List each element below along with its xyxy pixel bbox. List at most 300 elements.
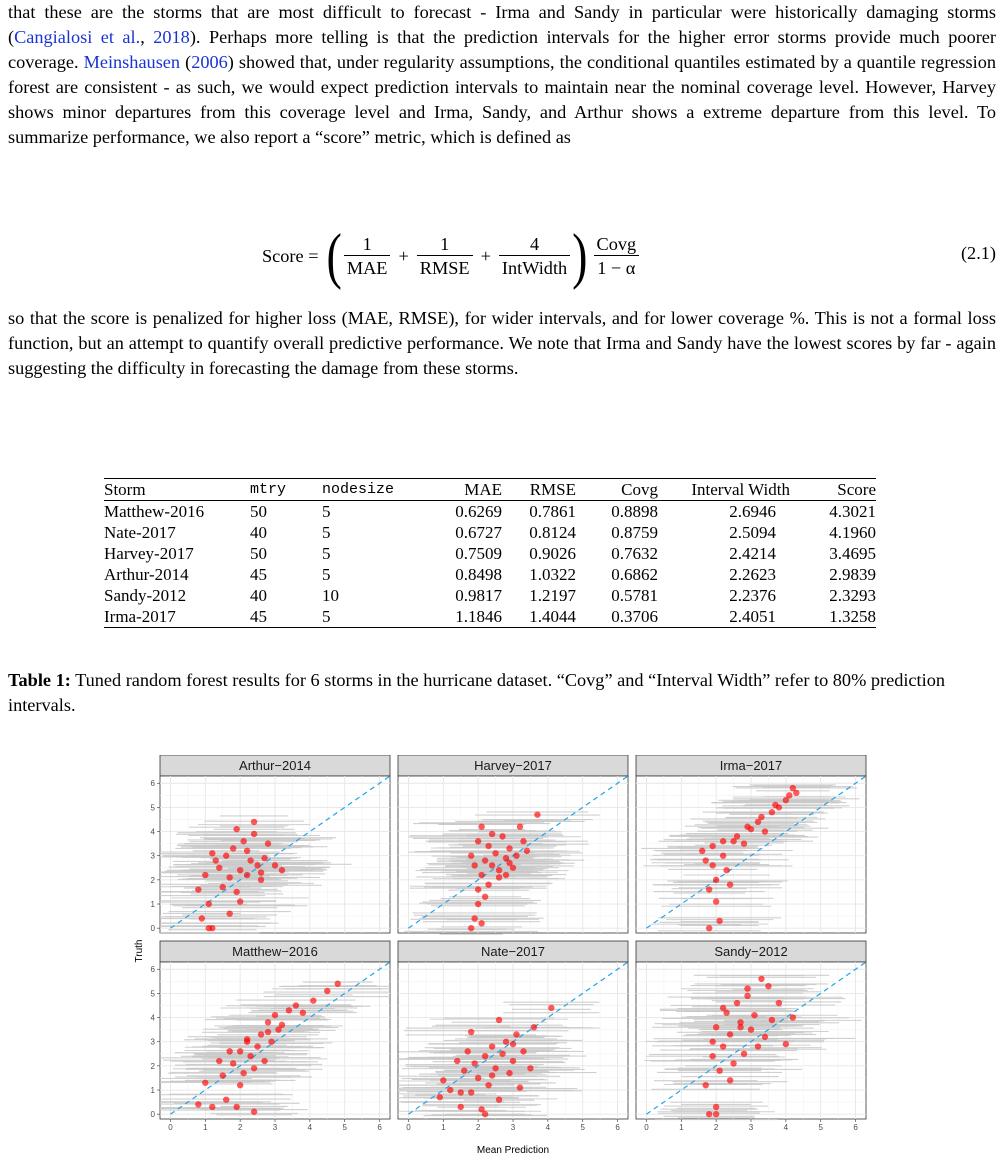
table-cell: 4.1960 [829, 523, 876, 542]
data-point [478, 824, 484, 830]
x-tick-label: 3 [272, 1123, 278, 1132]
y-tick-label: 2 [150, 1061, 155, 1071]
data-point [513, 1031, 519, 1037]
results-table [104, 478, 876, 628]
data-point [702, 857, 708, 863]
data-point [475, 838, 481, 844]
data-point [748, 1026, 754, 1032]
data-point [251, 1065, 257, 1071]
facet-panel [398, 755, 628, 934]
data-point [458, 1104, 464, 1110]
data-point [482, 1053, 488, 1059]
fraction-rmse [417, 233, 473, 280]
data-point [471, 1060, 477, 1066]
data-point [720, 1043, 726, 1049]
data-point [335, 981, 341, 987]
table-cell: 0.7632 [611, 544, 658, 563]
y-tick-label: 1 [150, 900, 155, 910]
data-point [237, 1048, 243, 1054]
data-point [244, 872, 250, 878]
column-header: mtry [250, 479, 322, 501]
x-tick-label: 5 [818, 1123, 823, 1132]
x-tick-label: 2 [237, 1123, 243, 1132]
data-point [240, 838, 246, 844]
data-point [233, 889, 239, 895]
data-point [506, 845, 512, 851]
x-tick-label: 6 [615, 1123, 620, 1132]
y-tick-label: 4 [150, 1013, 155, 1023]
equation-lhs: Score = [262, 245, 319, 266]
data-point [254, 862, 260, 868]
table-cell: 2.2376 [729, 586, 776, 605]
table-cell: 40 [250, 523, 267, 542]
table-cell: 2.6946 [729, 502, 776, 521]
x-tick-label: 5 [580, 1123, 585, 1132]
citation-link[interactable]: 2006 [191, 52, 228, 72]
data-point [454, 1058, 460, 1064]
x-tick-label: 0 [406, 1123, 411, 1132]
facet-title: Arthur−2014 [239, 758, 311, 773]
data-point [237, 898, 243, 904]
data-point [720, 838, 726, 844]
table-cell: 4.3021 [829, 502, 876, 521]
table-caption [8, 668, 996, 718]
data-point [268, 1039, 274, 1045]
data-point [762, 828, 768, 834]
data-point [699, 848, 705, 854]
table-header-row [104, 479, 876, 501]
data-point [244, 848, 250, 854]
data-point [310, 997, 316, 1003]
data-point [261, 855, 267, 861]
table-cell: Nate-2017 [104, 523, 176, 542]
table-cell: 0.6269 [455, 502, 502, 521]
data-point [272, 862, 278, 868]
table-cell: 50 [250, 502, 267, 521]
table-cell: Arthur-2014 [104, 565, 189, 584]
data-point [734, 1000, 740, 1006]
data-point [751, 1012, 757, 1018]
table-cell: 3.4695 [829, 544, 876, 563]
data-point [709, 862, 715, 868]
table-cell: 2.4214 [729, 544, 776, 563]
data-point [758, 814, 764, 820]
data-point [496, 874, 502, 880]
data-point [265, 1029, 271, 1035]
column-header: Interval Width [658, 479, 790, 501]
y-tick-label: 3 [150, 1037, 155, 1047]
x-tick-label: 1 [441, 1123, 446, 1132]
table-row [104, 522, 876, 543]
table-cell: Sandy-2012 [104, 586, 187, 605]
data-point [716, 1067, 722, 1073]
data-point [520, 1048, 526, 1054]
data-point [244, 1039, 250, 1045]
data-point [272, 1012, 278, 1018]
numerator: 1 [362, 233, 372, 254]
column-header: Covg [576, 479, 658, 501]
data-point [506, 860, 512, 866]
x-tick-label: 3 [748, 1123, 754, 1132]
fraction-mae [344, 233, 391, 280]
data-point [492, 1065, 498, 1071]
data-point [468, 1029, 474, 1035]
right-paren: ) [572, 220, 588, 290]
table-cell: 0.6862 [611, 565, 658, 584]
x-tick-label: 0 [168, 1123, 173, 1132]
facet-title: Harvey−2017 [474, 758, 552, 773]
data-point [744, 824, 750, 830]
equation-number: (2.1) [960, 243, 996, 263]
data-point [723, 867, 729, 873]
table-row [104, 606, 876, 628]
data-point [744, 985, 750, 991]
data-point [730, 838, 736, 844]
data-point [496, 1096, 502, 1102]
data-point [727, 1077, 733, 1083]
data-point [492, 850, 498, 856]
paragraph-text: ( [180, 52, 192, 72]
y-axis-title: Truth [134, 939, 145, 963]
facet-title: Matthew−2016 [232, 944, 318, 959]
data-point [531, 1024, 537, 1030]
data-point [713, 1024, 719, 1030]
data-point [286, 1007, 292, 1013]
data-point [475, 901, 481, 907]
data-point [254, 1043, 260, 1049]
data-point [744, 993, 750, 999]
data-point [520, 838, 526, 844]
denominator: MAE [344, 255, 391, 280]
table-cell: 45 [250, 606, 322, 628]
x-tick-label: 1 [679, 1123, 684, 1132]
data-point [247, 1053, 253, 1059]
numerator: 4 [529, 233, 540, 254]
table-cell: 1.3258 [790, 606, 876, 628]
data-point [489, 862, 495, 868]
data-point [713, 898, 719, 904]
data-point [713, 1111, 719, 1117]
data-point [199, 915, 205, 921]
caption-label: Table 1: [8, 670, 71, 690]
data-point [195, 886, 201, 892]
table-cell: 1.1846 [432, 606, 502, 628]
data-point [503, 872, 509, 878]
table-cell: 1.4044 [502, 606, 576, 628]
facet-panel [151, 755, 390, 933]
data-point [496, 1017, 502, 1023]
y-tick-label: 6 [150, 779, 155, 789]
numerator: 1 [440, 233, 450, 254]
column-header: Storm [104, 479, 250, 501]
data-point [279, 867, 285, 873]
data-point [261, 1058, 267, 1064]
column-header: MAE [432, 479, 502, 501]
data-point [324, 988, 330, 994]
left-paren: ( [326, 220, 342, 290]
data-point [485, 1082, 491, 1088]
table-cell: Matthew-2016 [104, 502, 205, 521]
data-point [461, 1067, 467, 1073]
table-cell: 1.2197 [529, 586, 576, 605]
plus-sign: + [480, 245, 491, 266]
table-row [104, 585, 876, 606]
data-point [534, 811, 540, 817]
data-point [741, 1051, 747, 1057]
numerator: Covg [596, 233, 637, 254]
x-tick-label: 3 [510, 1123, 516, 1132]
data-point [790, 1014, 796, 1020]
data-point [510, 1041, 516, 1047]
data-point [251, 819, 257, 825]
data-point [499, 1051, 505, 1057]
data-point [213, 857, 219, 863]
data-point [468, 853, 474, 859]
data-point [506, 1070, 512, 1076]
data-point [223, 1096, 229, 1102]
table-cell: 0.8898 [611, 502, 658, 521]
x-tick-label: 4 [545, 1123, 551, 1132]
data-point [713, 1104, 719, 1110]
data-point [202, 1080, 208, 1086]
data-point [226, 874, 232, 880]
score-equation [0, 220, 1004, 294]
data-point [783, 1041, 789, 1047]
data-point [713, 877, 719, 883]
paragraph-intro [8, 0, 996, 150]
data-point [772, 802, 778, 808]
scatter-figure [130, 755, 870, 1155]
data-point [489, 831, 495, 837]
denominator: IntWidth [499, 255, 570, 280]
table-cell: 2.4051 [658, 606, 790, 628]
facet-panel [151, 941, 390, 1132]
data-point [237, 867, 243, 873]
table-cell: 0.9817 [455, 586, 502, 605]
data-point [223, 853, 229, 859]
data-point [769, 809, 775, 815]
data-point [437, 1094, 443, 1100]
data-point [709, 1039, 715, 1045]
table-cell: 2.9839 [829, 565, 876, 584]
data-point [727, 881, 733, 887]
x-tick-label: 6 [853, 1123, 858, 1132]
y-tick-label: 4 [150, 827, 155, 837]
facet-title: Sandy−2012 [714, 944, 788, 959]
data-point [440, 1077, 446, 1083]
data-point [720, 1005, 726, 1011]
data-point [720, 853, 726, 859]
data-point [482, 857, 488, 863]
data-point [258, 877, 264, 883]
denominator: 1 − α [594, 255, 640, 280]
table-cell: 0.7509 [455, 544, 502, 563]
data-point [233, 826, 239, 832]
data-point [503, 1039, 509, 1045]
table-cell: 0.5781 [611, 586, 658, 605]
table-cell: 50 [250, 544, 267, 563]
data-point [195, 1101, 201, 1107]
data-point [527, 1065, 533, 1071]
paragraph-text: ) showed that, under regularity assumptions, the conditional quantiles estimated by a quantile regression forest are consistent - as such, we would expect prediction intervals to maintain near the nominal coverage level. However, Harvey shows minor departures from this coverage level and Irma, Sandy, and Arthur shows a extreme departure from this level. To summarize performance, we also report a “score” metric, which is defined as [8, 52, 997, 147]
table-cell: 0.8498 [455, 565, 502, 584]
y-tick-label: 6 [150, 965, 155, 975]
data-point [709, 1053, 715, 1059]
data-point [475, 886, 481, 892]
data-point [489, 1043, 495, 1049]
x-tick-label: 0 [644, 1123, 649, 1132]
data-point [468, 1089, 474, 1095]
citation-link[interactable]: Cangialosi et al. [14, 27, 141, 47]
table-cell: 0.7861 [529, 502, 576, 521]
x-tick-label: 5 [342, 1123, 347, 1132]
data-point [478, 872, 484, 878]
table-cell: 0.3706 [576, 606, 658, 628]
x-tick-label: 4 [783, 1123, 789, 1132]
data-point [475, 1075, 481, 1081]
x-tick-label: 1 [203, 1123, 208, 1132]
y-tick-label: 2 [150, 875, 155, 885]
data-point [209, 850, 215, 856]
data-point [489, 1072, 495, 1078]
table-cell: 10 [322, 586, 339, 605]
data-point [706, 886, 712, 892]
x-tick-label: 4 [307, 1123, 313, 1132]
column-header: RMSE [502, 479, 576, 501]
paragraph-text: , [140, 27, 154, 47]
data-point [471, 862, 477, 868]
table-cell: 40 [250, 586, 267, 605]
column-header: nodesize [322, 479, 432, 501]
data-point [230, 845, 236, 851]
data-point [524, 848, 530, 854]
table-cell: Irma-2017 [104, 606, 250, 628]
data-point [206, 901, 212, 907]
data-point [293, 1002, 299, 1008]
data-point [458, 1089, 464, 1095]
data-point [706, 1111, 712, 1117]
data-point [471, 915, 477, 921]
data-point [776, 1000, 782, 1006]
data-point [517, 1084, 523, 1090]
data-point [513, 853, 519, 859]
table-cell: 1.0322 [529, 565, 576, 584]
data-point [265, 840, 271, 846]
x-axis-title: Mean Prediction [476, 1145, 550, 1155]
paragraph-text: ). Perhaps more telling is that the prediction intervals for the higher error storms provide much poorer coverage. [8, 27, 996, 72]
data-point [478, 920, 484, 926]
facet-panel [636, 941, 866, 1132]
data-point [464, 1048, 470, 1054]
data-point [482, 894, 488, 900]
data-point [240, 1070, 246, 1076]
column-header: Score [790, 479, 876, 501]
paragraph-score: so that the score is penalized for higher loss (MAE, RMSE), for wider intervals, and for lower coverage %. This is not a formal loss function, but an attempt to quantify overall predictive performance. We note that Irma and Sandy have the lowest scores by far - again suggesting the difficulty in forecasting the damage from these storms. [8, 308, 996, 378]
data-point [247, 857, 253, 863]
data-point [730, 1060, 736, 1066]
data-point [755, 1043, 761, 1049]
table-cell: 0.8124 [529, 523, 576, 542]
data-point [727, 1031, 733, 1037]
data-point [233, 1104, 239, 1110]
data-point [300, 1010, 306, 1016]
table-cell: 5 [322, 502, 331, 521]
table-cell: 2.3293 [829, 586, 876, 605]
data-point [786, 792, 792, 798]
data-point [793, 790, 799, 796]
table-cell: 2.5094 [729, 523, 776, 542]
data-point [220, 1072, 226, 1078]
data-point [517, 824, 523, 830]
plus-sign: + [398, 245, 409, 266]
fraction-intwidth [499, 233, 570, 280]
data-point [265, 1019, 271, 1025]
data-point [510, 1058, 516, 1064]
data-point [216, 865, 222, 871]
y-tick-label: 0 [150, 924, 155, 934]
y-tick-label: 3 [150, 851, 155, 861]
data-point [769, 1017, 775, 1023]
denominator: RMSE [417, 255, 473, 280]
table-cell: 5 [322, 565, 331, 584]
citation-link[interactable]: 2018 [153, 27, 190, 47]
data-point [741, 840, 747, 846]
citation-link[interactable]: Meinshausen [83, 52, 181, 72]
x-tick-label: 2 [475, 1123, 481, 1132]
data-point [758, 976, 764, 982]
data-point [765, 983, 771, 989]
x-tick-label: 6 [377, 1123, 382, 1132]
facet-panel [398, 941, 628, 1132]
table-cell: 0.9026 [529, 544, 576, 563]
facet-title: Irma−2017 [719, 758, 783, 773]
data-point [226, 910, 232, 916]
data-point [209, 1104, 215, 1110]
data-point [279, 1022, 285, 1028]
data-point [447, 1087, 453, 1093]
data-point [468, 925, 474, 931]
data-point [251, 1109, 257, 1115]
data-point [220, 884, 226, 890]
data-point [762, 1034, 768, 1040]
data-point [716, 918, 722, 924]
table-row [104, 501, 876, 523]
data-point [226, 1048, 232, 1054]
data-point [258, 1031, 264, 1037]
table-cell: 0.6727 [455, 523, 502, 542]
data-point [499, 833, 505, 839]
data-point [737, 1024, 743, 1030]
data-point [709, 843, 715, 849]
table-row [104, 543, 876, 564]
table-cell: 45 [250, 565, 267, 584]
data-point [482, 1111, 488, 1117]
data-point [702, 1082, 708, 1088]
data-point [237, 1082, 243, 1088]
data-point [485, 843, 491, 849]
data-point [202, 872, 208, 878]
data-point [548, 1005, 554, 1011]
facet-panel [636, 755, 866, 933]
data-point [251, 831, 257, 837]
table-cell: 5 [322, 544, 331, 563]
y-tick-label: 1 [150, 1086, 155, 1096]
data-point [706, 925, 712, 931]
data-point [496, 867, 502, 873]
data-point [230, 1060, 236, 1066]
paragraph-text: that these are the storms that are most difficult to forecast - Irma and Sandy in particular were historically damaging storms ( [8, 2, 996, 47]
y-tick-label: 0 [150, 1110, 155, 1120]
